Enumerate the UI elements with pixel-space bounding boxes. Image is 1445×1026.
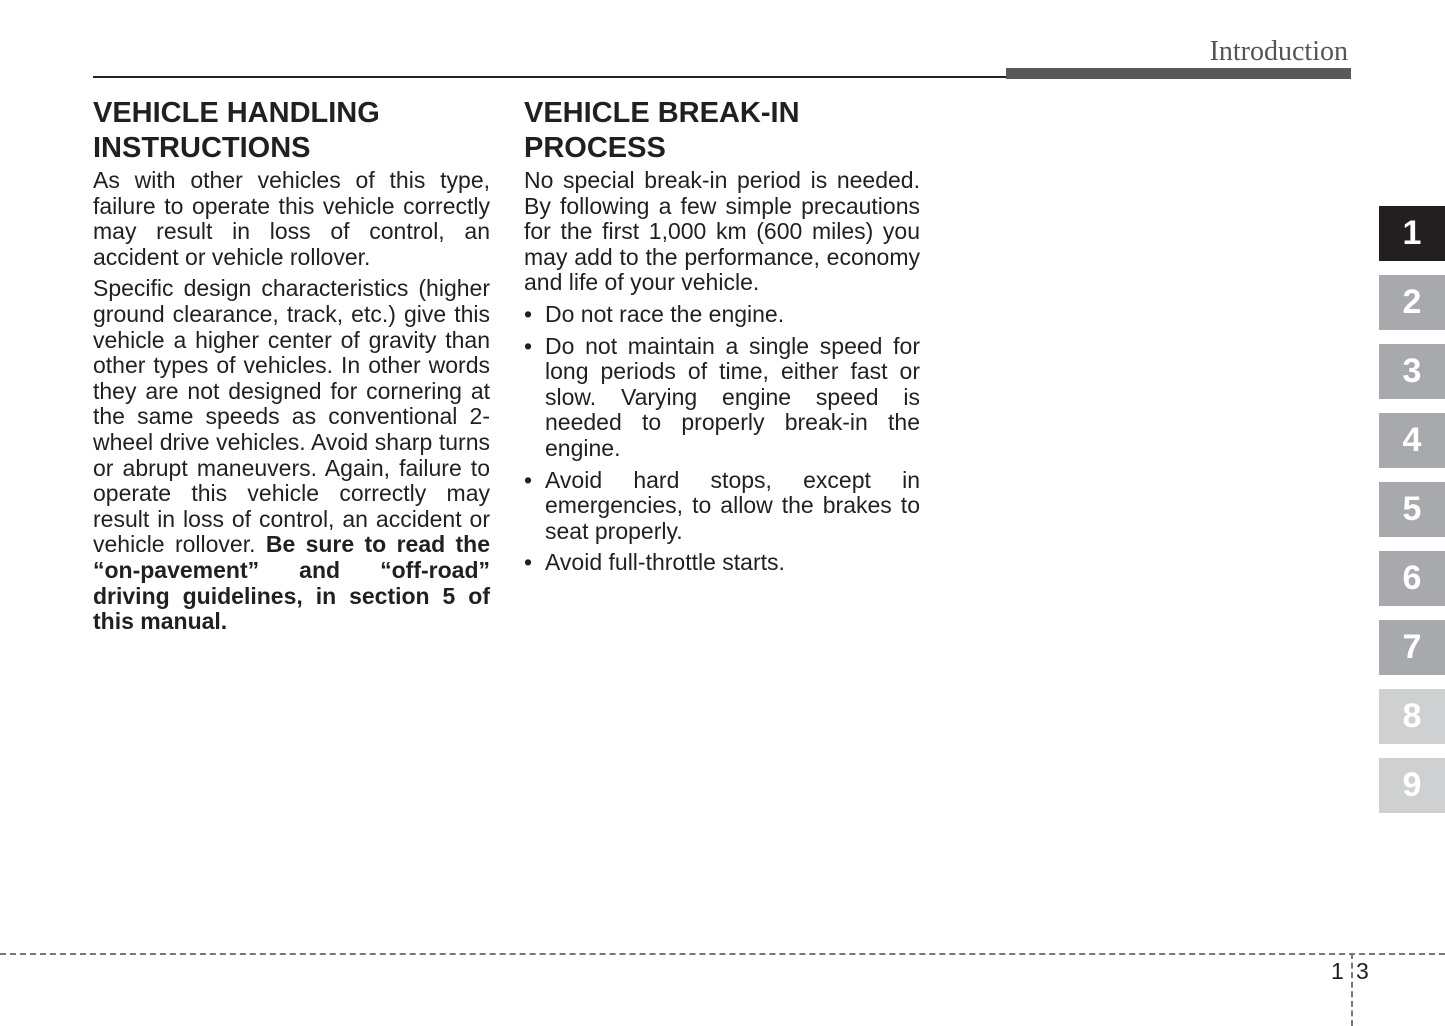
heading-line: INSTRUCTIONS <box>93 132 311 164</box>
chapter-tab-5[interactable]: 5 <box>1379 482 1445 537</box>
list-item-text: Avoid full-throttle starts. <box>545 549 785 576</box>
footer-rule <box>0 953 1445 955</box>
paragraph: As with other vehicles of this type, failure to operate this vehicle correctly may result in loss of control, an accident or vehicle rollover. <box>93 167 490 270</box>
paragraph-text: Specific design characteristics (higher ground clearance, track, etc.) give this vehicle a higher center of gravity than other types of vehicles. In other words they are not designed for cornering at the same speeds as conventional 2-wheel drive vehicles. Avoid sharp turns or abrupt maneuvers. Again, failure to operate this vehicle correctly may result in loss of control, an accident or vehicle rollover. <box>93 275 490 558</box>
header-rule <box>93 76 1007 78</box>
list-item-text: Do not maintain a single speed for long periods of time, either fast or slow. Varying engine speed is needed to properly break-in the engine. <box>545 332 920 461</box>
chapter-tab-6[interactable]: 6 <box>1379 551 1445 606</box>
paragraph: No special break-in period is needed. By following a few simple precautions for the first 1,000 km (600 miles) you may add to the performance, economy and life of your vehicle. <box>524 167 920 296</box>
section-vehicle-handling <box>93 96 490 641</box>
list-item-text: Do not race the engine. <box>545 300 785 327</box>
bullet-icon: • <box>524 300 533 327</box>
heading-line: PROCESS <box>524 132 666 164</box>
chapter-tab-1[interactable]: 1 <box>1379 206 1445 261</box>
bullet-icon: • <box>524 549 533 576</box>
list-item <box>524 302 920 328</box>
page-header-title: Introduction <box>1209 36 1348 67</box>
chapter-tab-8[interactable]: 8 <box>1379 689 1445 744</box>
footer-divider <box>1351 953 1353 1026</box>
precaution-list <box>524 302 920 576</box>
list-item <box>524 334 920 462</box>
chapter-tab-3[interactable]: 3 <box>1379 344 1445 399</box>
list-item-text: Avoid hard stops, except in emergencies, to allow the brakes to seat properly. <box>545 466 920 544</box>
page-number-page: 3 <box>1356 958 1369 984</box>
chapter-tab-9[interactable]: 9 <box>1379 758 1445 813</box>
chapter-tab-4[interactable]: 4 <box>1379 413 1445 468</box>
list-item <box>524 468 920 545</box>
section-heading <box>524 96 920 166</box>
chapter-tab-2[interactable]: 2 <box>1379 275 1445 330</box>
paragraph-emphasis: Be sure to read the “on-pavement” and “off-road” driving guidelines, in section 5 of this manual. <box>93 531 491 635</box>
chapter-tabs <box>1379 206 1445 827</box>
chapter-tab-7[interactable]: 7 <box>1379 620 1445 675</box>
page-number-chapter: 1 <box>1331 958 1344 984</box>
bullet-icon: • <box>524 332 533 359</box>
header-accent-bar <box>1006 68 1351 79</box>
section-break-in <box>524 96 920 582</box>
bullet-icon: • <box>524 466 533 493</box>
heading-line: VEHICLE HANDLING <box>93 97 380 129</box>
list-item <box>524 550 920 576</box>
heading-line: VEHICLE BREAK-IN <box>524 97 800 129</box>
section-heading <box>93 96 490 166</box>
paragraph <box>93 276 490 634</box>
